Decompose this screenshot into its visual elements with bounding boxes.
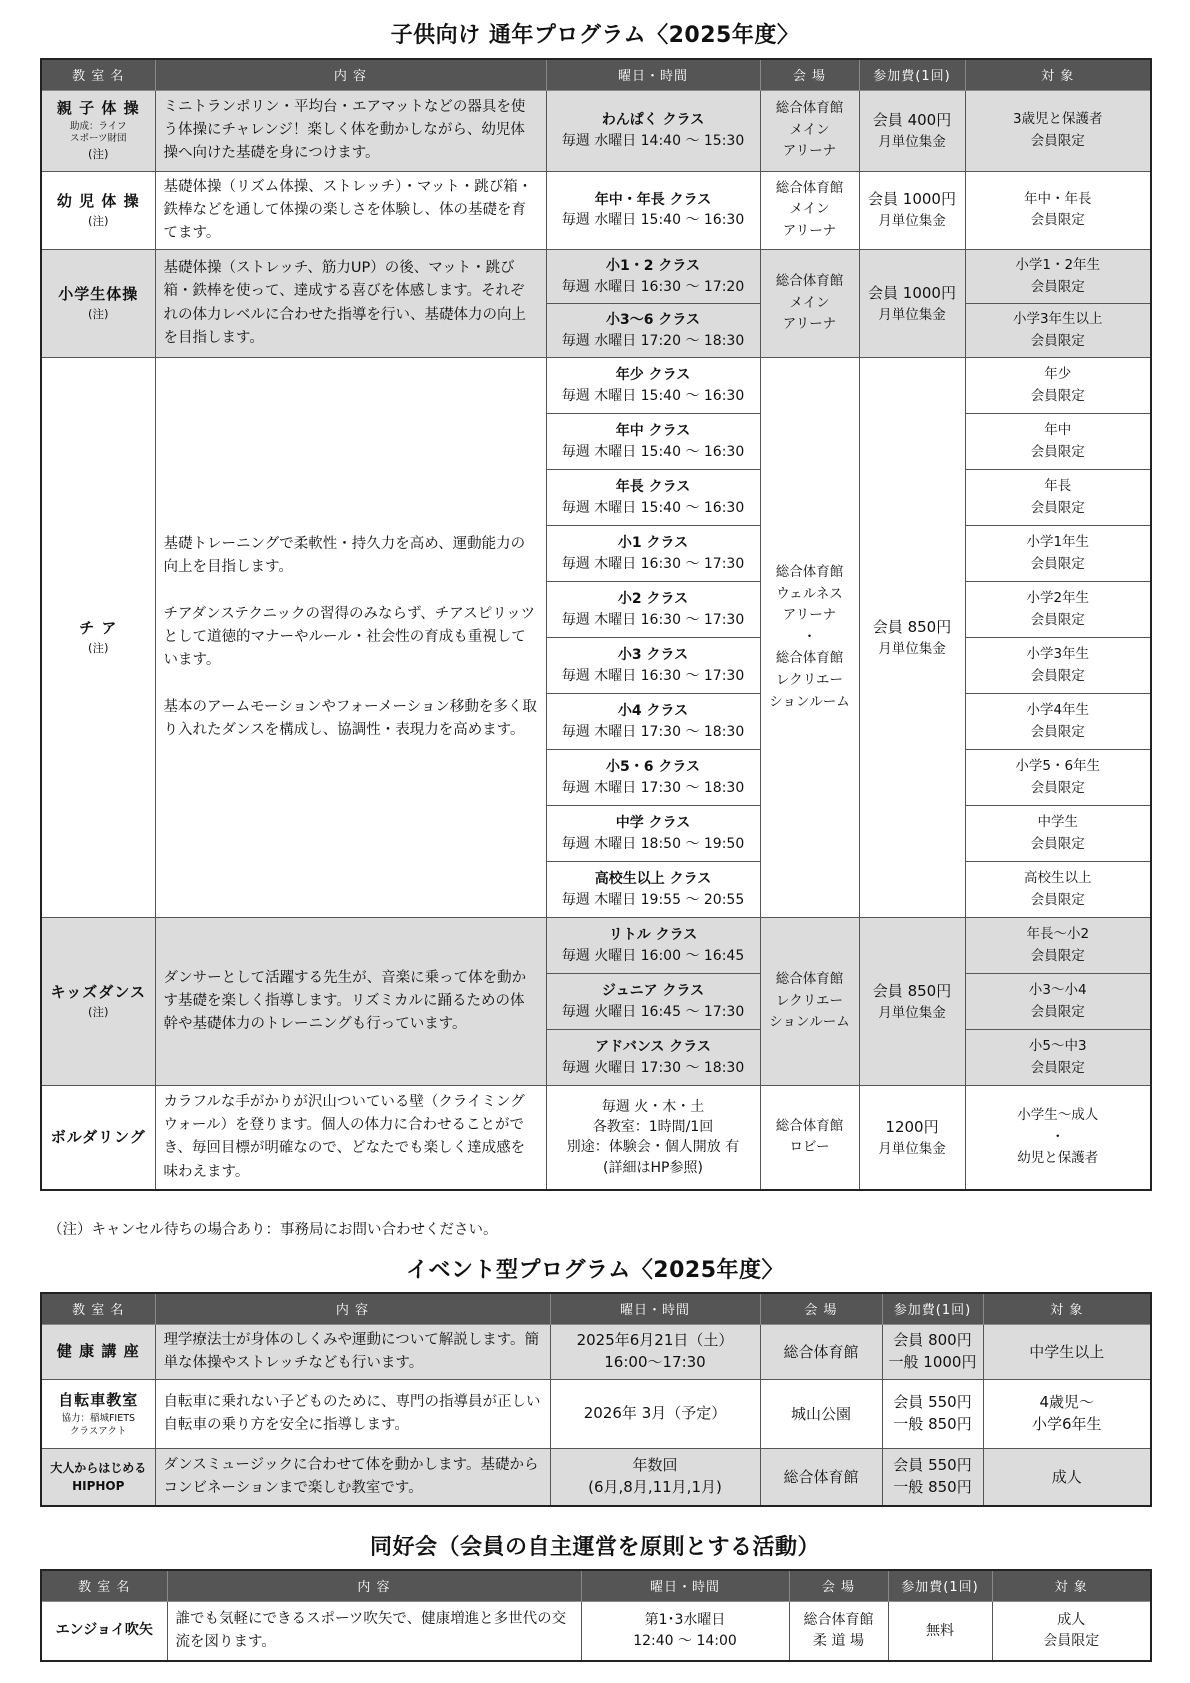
venue-cell bbox=[760, 358, 859, 918]
class-name: HIPHOP bbox=[72, 1479, 125, 1494]
target-note: 会員限定 bbox=[1030, 891, 1085, 908]
club-title: 同好会（会員の自主運営を原則とする活動） bbox=[369, 1535, 820, 1560]
header-row bbox=[41, 1293, 1151, 1324]
class-label: 小3～6 クラス bbox=[606, 312, 700, 329]
time-cell bbox=[550, 1324, 760, 1379]
event-date: (6月,8月,11月,1月) bbox=[588, 1478, 722, 1497]
class-time: 毎週 木曜日 15:40 ～ 16:30 bbox=[561, 443, 745, 460]
time-cell bbox=[581, 1601, 789, 1661]
class-label: リトル クラス bbox=[608, 927, 698, 944]
target-note: 会員限定 bbox=[1030, 1003, 1085, 1020]
event-date: 2026年 3月（予定） bbox=[583, 1404, 727, 1422]
note-mark: (注) bbox=[88, 641, 109, 656]
venue-cell bbox=[760, 1448, 882, 1506]
class-time: 毎週 水曜日 17:20 ～ 18:30 bbox=[561, 332, 745, 349]
target-label: 中学生 bbox=[1037, 813, 1078, 830]
class-name: 健 康 講 座 bbox=[56, 1341, 140, 1360]
venue-line: 総合体育館 bbox=[775, 179, 844, 196]
table-row bbox=[41, 1448, 1151, 1506]
target-label: 小学2年生 bbox=[1026, 589, 1090, 606]
target-label: 小学3年生以上 bbox=[1012, 310, 1103, 327]
class-time: 毎週 木曜日 17:30 ～ 18:30 bbox=[561, 779, 745, 796]
col-header-venue: 会 場 bbox=[789, 1570, 888, 1601]
class-name-cell bbox=[41, 171, 155, 250]
venue-line: 総合体育館 bbox=[775, 971, 844, 988]
fee-amount: 1200円 bbox=[885, 1117, 939, 1136]
col-header-fee: 参加費(1回) bbox=[859, 59, 965, 90]
venue-line: ションルーム bbox=[769, 693, 850, 710]
time-cell bbox=[546, 862, 760, 918]
class-time: 毎週 木曜日 18:50 ～ 19:50 bbox=[561, 835, 745, 852]
venue-line: アリーナ bbox=[782, 223, 837, 240]
sponsor-note: クラスアクト bbox=[70, 1425, 127, 1437]
time-cell bbox=[546, 582, 760, 638]
fee-amount: 会員 1000円 bbox=[868, 190, 956, 209]
col-header-target: 対 象 bbox=[992, 1570, 1151, 1601]
venue-line: アリーナ bbox=[782, 316, 837, 333]
col-header-name: 教 室 名 bbox=[41, 1570, 167, 1601]
sponsor-note: 助成：ライフ bbox=[70, 120, 127, 132]
class-time: (詳細はHP参照) bbox=[603, 1159, 703, 1176]
club-time: 12:40 ～ 14:00 bbox=[633, 1632, 737, 1649]
venue-line: ションルーム bbox=[769, 1014, 850, 1031]
venue-cell bbox=[760, 1379, 882, 1448]
class-time: 毎週 木曜日 16:30 ～ 17:30 bbox=[561, 555, 745, 572]
class-name-cell bbox=[41, 1601, 167, 1661]
col-header-target: 対 象 bbox=[983, 1293, 1151, 1324]
venue-line: レクリエー bbox=[776, 992, 843, 1009]
venue-cell bbox=[760, 250, 859, 358]
club-table bbox=[40, 1569, 1152, 1662]
content-cell: 自転車に乗れない子どものために、専門の指導員が正しい自転車の乗り方を安全に指導します。 bbox=[155, 1379, 550, 1448]
class-name: 大人からはじめる bbox=[50, 1461, 147, 1476]
venue-cell bbox=[789, 1601, 888, 1661]
col-header-time: 曜日・時間 bbox=[546, 59, 760, 90]
time-cell bbox=[546, 1086, 760, 1190]
table-row bbox=[41, 358, 1151, 414]
time-cell bbox=[546, 806, 760, 862]
class-name: 親 子 体 操 bbox=[56, 99, 140, 118]
class-label: 年中・年長 クラス bbox=[594, 191, 712, 208]
content-cell: 基礎体操（リズム体操、ストレッチ）・マット・跳び箱・鉄棒などを通して体操の楽しさを体験し、体の基礎を育てます。 bbox=[155, 171, 546, 250]
target-cell bbox=[965, 582, 1151, 638]
table-row bbox=[41, 1324, 1151, 1379]
class-time: 毎週 火曜日 17:30 ～ 18:30 bbox=[561, 1059, 745, 1076]
venue-cell bbox=[760, 1086, 859, 1190]
class-time: 毎週 火・木・土 bbox=[601, 1098, 705, 1115]
class-label: 小2 クラス bbox=[617, 591, 689, 608]
target-cell bbox=[965, 90, 1151, 171]
class-time: 毎週 水曜日 16:30 ～ 17:20 bbox=[561, 278, 745, 295]
class-label: 年中 クラス bbox=[615, 423, 691, 440]
table-row bbox=[41, 1601, 1151, 1661]
venue-line: アリーナ bbox=[782, 607, 837, 624]
col-header-target: 対 象 bbox=[965, 59, 1151, 90]
content-cell: 基礎トレーニングで柔軟性・持久力を高め、運動能力の向上を目指します。 チアダンステクニックの習得のみならず、チアスピリッツとして道徳的マナーやルール・社会性の育成も重視しています。 基本のアームモーションやフォーメーション移動を多く取り入れたダンスを構成し、協調性・表現力を高めます。 bbox=[155, 358, 546, 918]
fee-cell bbox=[859, 171, 965, 250]
table-row bbox=[41, 250, 1151, 304]
target-cell bbox=[965, 862, 1151, 918]
target-label: 3歳児と保護者 bbox=[1012, 110, 1103, 127]
col-header-fee: 参加費(1回) bbox=[888, 1570, 992, 1601]
fee-note: 月単位集金 bbox=[878, 640, 946, 657]
class-name: キッズダンス bbox=[50, 982, 146, 1001]
target-cell bbox=[965, 171, 1151, 250]
venue-line: ウェルネス bbox=[776, 585, 843, 602]
target-label: 小3～小4 bbox=[1028, 981, 1087, 998]
fee-cell bbox=[859, 358, 965, 918]
class-name-cell bbox=[41, 1379, 155, 1448]
venue-line: ロビー bbox=[789, 1139, 830, 1156]
class-name-cell bbox=[41, 250, 155, 358]
target-cell bbox=[992, 1601, 1151, 1661]
class-name-cell bbox=[41, 358, 155, 918]
time-cell bbox=[546, 526, 760, 582]
class-name-cell bbox=[41, 918, 155, 1086]
target-label: 小学1・2年生 bbox=[1015, 256, 1101, 273]
table-row bbox=[41, 1086, 1151, 1190]
fee-cell bbox=[882, 1448, 983, 1506]
class-label: 小4 クラス bbox=[617, 703, 689, 720]
venue-line: 総合体育館 bbox=[783, 1468, 859, 1487]
venue-line: レクリエー bbox=[776, 671, 843, 688]
class-time: 毎週 木曜日 15:40 ～ 16:30 bbox=[561, 387, 745, 404]
fee-cell bbox=[859, 90, 965, 171]
time-cell bbox=[546, 250, 760, 304]
class-time: 毎週 火曜日 16:00 ～ 16:45 bbox=[561, 947, 745, 964]
time-cell bbox=[546, 1030, 760, 1086]
col-header-name: 教 室 名 bbox=[41, 1293, 155, 1324]
venue-cell bbox=[760, 1324, 882, 1379]
fee-note: 月単位集金 bbox=[878, 306, 946, 323]
fee-amount: 会員 400円 bbox=[872, 110, 952, 129]
class-name-cell bbox=[41, 90, 155, 171]
club-day: 第1･3水曜日 bbox=[644, 1612, 726, 1629]
fee-general: 一般 850円 bbox=[893, 1414, 972, 1433]
target-label: 中学生以上 bbox=[1029, 1342, 1105, 1361]
target-cell bbox=[965, 750, 1151, 806]
time-cell bbox=[546, 304, 760, 358]
table-row bbox=[41, 1379, 1151, 1448]
fee-note: 月単位集金 bbox=[878, 213, 946, 230]
col-header-time: 曜日・時間 bbox=[550, 1293, 760, 1324]
col-header-venue: 会 場 bbox=[760, 1293, 882, 1324]
col-header-venue: 会 場 bbox=[760, 59, 859, 90]
class-name: 小学生体操 bbox=[58, 284, 139, 303]
fee-note: 月単位集金 bbox=[878, 1140, 946, 1157]
target-label: 4歳児～ bbox=[1039, 1393, 1095, 1412]
fee-cell bbox=[859, 918, 965, 1086]
venue-line: メイン bbox=[789, 201, 830, 218]
venue-line: アリーナ bbox=[782, 143, 837, 160]
target-cell bbox=[965, 1030, 1151, 1086]
target-note: 会員限定 bbox=[1030, 555, 1085, 572]
class-name: 自転車教室 bbox=[58, 1391, 139, 1410]
target-cell bbox=[965, 358, 1151, 414]
content-cell: ミニトランポリン・平均台・エアマットなどの器具を使う体操にチャレンジ！楽しく体を動かしながら、幼児体操へ向けた基礎を身につけます。 bbox=[155, 90, 546, 171]
fee-member: 会員 800円 bbox=[893, 1330, 972, 1349]
time-cell bbox=[550, 1379, 760, 1448]
cancellation-footnote: （注）キャンセル待ちの場合あり：事務局にお問い合わせください。 bbox=[48, 1222, 498, 1238]
event-program-table bbox=[40, 1292, 1152, 1507]
class-label: 小1・2 クラス bbox=[606, 258, 700, 275]
target-note: 会員限定 bbox=[1030, 387, 1085, 404]
target-cell bbox=[983, 1324, 1151, 1379]
target-cell bbox=[965, 526, 1151, 582]
target-label: 成人 bbox=[1051, 1468, 1082, 1487]
fee-cell bbox=[859, 250, 965, 358]
venue-line: 総合体育館 bbox=[775, 273, 844, 290]
class-time: 別途：体験会・個人開放 有 bbox=[566, 1139, 740, 1156]
class-time: 毎週 木曜日 16:30 ～ 17:30 bbox=[561, 611, 745, 628]
target-label: 小学生～成人 bbox=[1017, 1106, 1099, 1123]
class-label: わんぱく クラス bbox=[601, 112, 705, 129]
venue-line: メイン bbox=[789, 294, 830, 311]
note-mark: (注) bbox=[88, 307, 109, 322]
content-cell: ダンサーとして活躍する先生が、音楽に乗って体を動かす基礎を楽しく指導します。リズミカルに踊るための体幹や基礎体力のトレーニングも行っています。 bbox=[155, 918, 546, 1086]
target-note: 会員限定 bbox=[1030, 667, 1085, 684]
venue-line: ・ bbox=[802, 628, 817, 645]
target-cell bbox=[983, 1379, 1151, 1448]
annual-program-table bbox=[40, 58, 1152, 1191]
class-name: ボルダリング bbox=[50, 1127, 146, 1146]
target-cell bbox=[965, 638, 1151, 694]
fee-amount: 無料 bbox=[926, 1622, 954, 1639]
col-header-time: 曜日・時間 bbox=[581, 1570, 789, 1601]
target-note: 会員限定 bbox=[1030, 443, 1085, 460]
fee-cell bbox=[859, 1086, 965, 1190]
time-cell bbox=[546, 694, 760, 750]
time-cell bbox=[546, 974, 760, 1030]
target-cell bbox=[965, 806, 1151, 862]
class-time: 各教室：1時間/1回 bbox=[592, 1119, 714, 1136]
target-label: 幼児と保護者 bbox=[1017, 1150, 1099, 1167]
target-cell bbox=[965, 918, 1151, 974]
note-mark: (注) bbox=[88, 214, 109, 229]
target-cell bbox=[965, 974, 1151, 1030]
sponsor-note: 協力：稲城FIETS bbox=[61, 1412, 136, 1424]
time-cell bbox=[546, 358, 760, 414]
class-label: 中学 クラス bbox=[615, 815, 691, 832]
venue-line: 柔 道 場 bbox=[813, 1632, 864, 1649]
class-time: 毎週 水曜日 14:40 ～ 15:30 bbox=[561, 132, 745, 149]
fee-cell bbox=[882, 1324, 983, 1379]
col-header-content: 内 容 bbox=[155, 59, 546, 90]
target-cell bbox=[965, 304, 1151, 358]
venue-line: 総合体育館 bbox=[775, 100, 844, 117]
target-cell bbox=[965, 694, 1151, 750]
table-row bbox=[41, 171, 1151, 250]
class-label: 年少 クラス bbox=[615, 367, 691, 384]
target-note: 会員限定 bbox=[1043, 1632, 1100, 1649]
fee-cell bbox=[888, 1601, 992, 1661]
venue-line: 城山公園 bbox=[790, 1404, 851, 1423]
fee-general: 一般 1000円 bbox=[888, 1352, 977, 1371]
class-label: 小1 クラス bbox=[617, 535, 689, 552]
target-label: 年中・年長 bbox=[1024, 190, 1092, 207]
target-label: 成人 bbox=[1057, 1612, 1086, 1629]
class-time: 毎週 水曜日 15:40 ～ 16:30 bbox=[561, 212, 745, 229]
class-name: エンジョイ吹矢 bbox=[55, 1622, 153, 1639]
time-cell bbox=[546, 470, 760, 526]
venue-line: 総合体育館 bbox=[803, 1612, 874, 1629]
fee-member: 会員 550円 bbox=[893, 1456, 972, 1475]
class-name-cell bbox=[41, 1086, 155, 1190]
event-date: 年数回 bbox=[632, 1456, 678, 1475]
content-cell: 誰でも気軽にできるスポーツ吹矢で、健康増進と多世代の交流を図ります。 bbox=[167, 1601, 581, 1661]
class-label: ジュニア クラス bbox=[601, 983, 705, 1000]
note-mark: (注) bbox=[88, 1005, 109, 1020]
target-note: 会員限定 bbox=[1030, 132, 1085, 149]
time-cell bbox=[546, 90, 760, 171]
venue-line: 総合体育館 bbox=[775, 650, 844, 667]
class-name: チ ア bbox=[79, 618, 118, 637]
target-note: 会員限定 bbox=[1030, 499, 1085, 516]
venue-cell bbox=[760, 171, 859, 250]
target-note: 会員限定 bbox=[1030, 723, 1085, 740]
target-label: 年少 bbox=[1044, 365, 1072, 382]
target-note: 会員限定 bbox=[1030, 332, 1085, 349]
class-label: 小5・6 クラス bbox=[606, 759, 700, 776]
target-label: 小学1年生 bbox=[1026, 533, 1090, 550]
class-label: アドバンス クラス bbox=[595, 1039, 711, 1056]
class-name-cell bbox=[41, 1448, 155, 1506]
class-label: 年長 クラス bbox=[615, 479, 691, 496]
target-note: 会員限定 bbox=[1030, 1059, 1085, 1076]
class-label: 小3 クラス bbox=[617, 647, 689, 664]
fee-amount: 会員 850円 bbox=[872, 617, 952, 636]
header-row bbox=[41, 59, 1151, 90]
venue-line: 総合体育館 bbox=[775, 1117, 844, 1134]
time-cell bbox=[546, 414, 760, 470]
target-label: 年中 bbox=[1044, 421, 1072, 438]
time-cell bbox=[546, 638, 760, 694]
venue-line: メイン bbox=[789, 121, 830, 138]
class-name: 幼 児 体 操 bbox=[56, 191, 140, 210]
event-date: 2025年6月21日（土） bbox=[576, 1330, 734, 1349]
sponsor-note: スポーツ財団 bbox=[69, 133, 127, 145]
class-name-cell bbox=[41, 1324, 155, 1379]
content-cell: カラフルな手がかりが沢山ついている壁（クライミングウォール）を登ります。個人の体力に合わせることができ、毎回目標が明確なので、どなたでも楽しく達成感を味わえます。 bbox=[155, 1086, 546, 1190]
target-label: 小5～中3 bbox=[1028, 1037, 1087, 1054]
target-label: 高校生以上 bbox=[1024, 869, 1092, 886]
class-label: 高校生以上 クラス bbox=[594, 871, 712, 888]
target-note: 会員限定 bbox=[1030, 212, 1085, 229]
venue-cell bbox=[760, 918, 859, 1086]
target-label: 小学5・6年生 bbox=[1015, 757, 1101, 774]
target-note: 会員限定 bbox=[1030, 278, 1085, 295]
time-cell bbox=[546, 918, 760, 974]
header-row bbox=[41, 1570, 1151, 1601]
target-note: 会員限定 bbox=[1030, 779, 1085, 796]
event-program-title: イベント型プログラム〈2025年度〉 bbox=[405, 1258, 784, 1283]
target-note: 会員限定 bbox=[1030, 835, 1085, 852]
col-header-name: 教 室 名 bbox=[41, 59, 155, 90]
class-time: 毎週 木曜日 15:40 ～ 16:30 bbox=[561, 499, 745, 516]
target-cell bbox=[965, 1086, 1151, 1190]
target-label: ・ bbox=[1051, 1128, 1065, 1145]
time-cell bbox=[546, 750, 760, 806]
annual-program-title: 子供向け 通年プログラム〈2025年度〉 bbox=[390, 23, 800, 48]
time-cell bbox=[546, 171, 760, 250]
venue-line: 総合体育館 bbox=[783, 1342, 859, 1361]
target-label: 小学4年生 bbox=[1026, 701, 1090, 718]
target-cell bbox=[965, 250, 1151, 304]
col-header-content: 内 容 bbox=[167, 1570, 581, 1601]
table-row bbox=[41, 90, 1151, 171]
content-cell: 基礎体操（ストレッチ、筋力UP）の後、マット・跳び箱・鉄棒を使って、達成する喜びを体感します。それぞれの体力レベルに合わせた指導を行い、基礎体力の向上を目指します。 bbox=[155, 250, 546, 358]
class-time: 毎週 火曜日 16:45 ～ 17:30 bbox=[561, 1003, 745, 1020]
fee-amount: 会員 1000円 bbox=[868, 283, 956, 302]
target-cell bbox=[965, 470, 1151, 526]
fee-cell bbox=[882, 1379, 983, 1448]
fee-member: 会員 550円 bbox=[893, 1393, 972, 1412]
fee-amount: 会員 850円 bbox=[872, 981, 952, 1000]
target-label: 小学6年生 bbox=[1031, 1414, 1102, 1433]
class-time: 毎週 木曜日 17:30 ～ 18:30 bbox=[561, 723, 745, 740]
time-cell bbox=[550, 1448, 760, 1506]
target-label: 年長～小2 bbox=[1026, 925, 1090, 942]
venue-line: 総合体育館 bbox=[775, 563, 844, 580]
content-cell: 理学療法士が身体のしくみや運動について解説します。簡単な体操やストレッチなども行います。 bbox=[155, 1324, 550, 1379]
col-header-fee: 参加費(1回) bbox=[882, 1293, 983, 1324]
fee-general: 一般 850円 bbox=[893, 1478, 972, 1497]
target-cell bbox=[983, 1448, 1151, 1506]
target-note: 会員限定 bbox=[1030, 611, 1085, 628]
content-cell: ダンスミュージックに合わせて体を動かします。基礎からコンビネーションまで楽しむ教室です。 bbox=[155, 1448, 550, 1506]
target-label: 年長 bbox=[1044, 477, 1072, 494]
fee-note: 月単位集金 bbox=[878, 1004, 946, 1021]
event-time: 16:00～17:30 bbox=[604, 1352, 706, 1371]
target-cell bbox=[965, 414, 1151, 470]
class-time: 毎週 木曜日 16:30 ～ 17:30 bbox=[561, 667, 745, 684]
table-row bbox=[41, 918, 1151, 974]
note-mark: (注) bbox=[88, 147, 109, 162]
target-note: 会員限定 bbox=[1030, 947, 1085, 964]
venue-cell bbox=[760, 90, 859, 171]
col-header-content: 内 容 bbox=[155, 1293, 550, 1324]
class-time: 毎週 木曜日 19:55 ～ 20:55 bbox=[561, 891, 745, 908]
fee-note: 月単位集金 bbox=[878, 133, 946, 150]
target-label: 小学3年生 bbox=[1026, 645, 1090, 662]
